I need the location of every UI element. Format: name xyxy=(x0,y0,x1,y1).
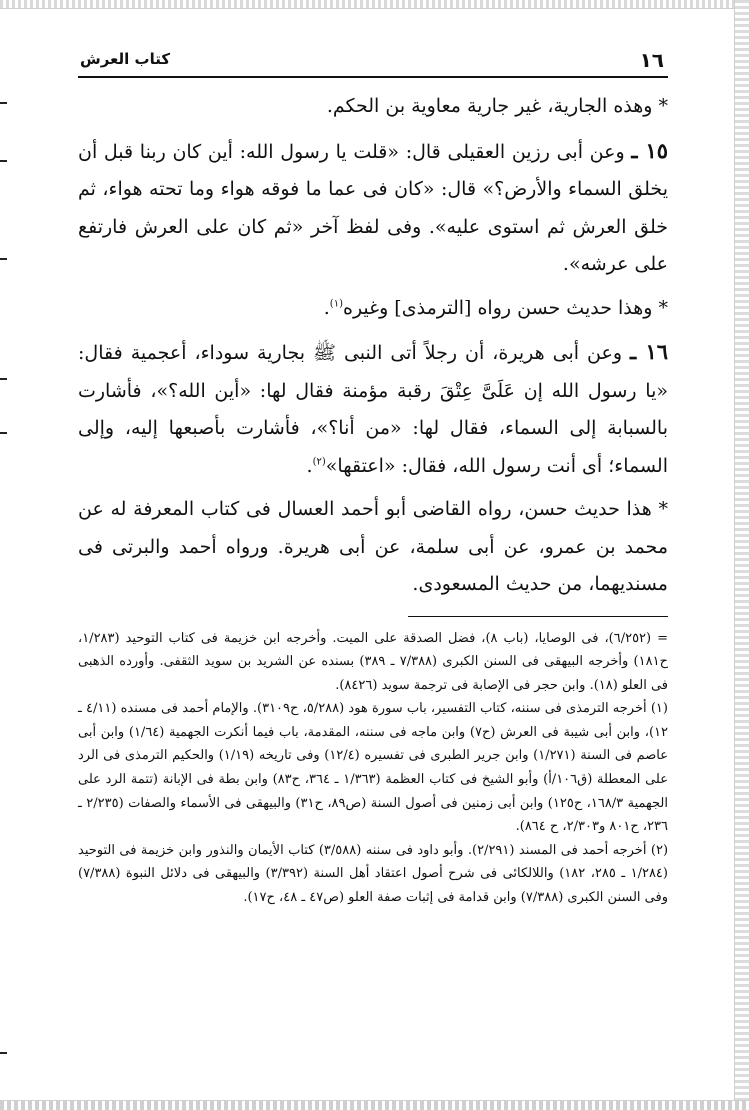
paragraph-text: * وهذه الجارية، غير جارية معاوية بن الحكم. xyxy=(326,95,668,117)
margin-tick xyxy=(0,102,7,104)
hadith-number: ١٥ ـ xyxy=(631,137,669,163)
book-title: كتاب العرش xyxy=(80,50,171,68)
paragraph-text: وعن أبى رزين العقيلى قال: «قلت يا رسول الله: أين كان ربنا قبل أن يخلق السماء والأرض؟» قال: «كان فى عما ما فوقه هواء وما تحته هواء، ثم خلق العرش ثم استوى عليه». وفى لفظ آخر «ثم كان على العرش فارتفع على عرشه». xyxy=(78,140,668,275)
margin-tick xyxy=(0,432,7,434)
page-number: ١٦ xyxy=(639,48,664,72)
hadith-number: ١٦ ـ xyxy=(630,339,669,364)
footnote-2: (٢) أخرجه أحمد فى المسند (٢/٢٩١). وأبو داود فى سننه (٣/٥٨٨) كتاب الأيمان والنذور وابن خزيمة فى التوحيد (١/٢٨٤ ـ ٢٨٥، ١٨٢) واللالكائى فى شرح أصول اعتقاد أهل السنة (٣/٣٩٢) والبيهقى فى دلائل النبوة (٧/٣٨٨) وفى السنن الكبرى (٧/٣٨٨) وابن قدامة فى إثبات صفة العلو (ص٤٧ ـ ٤٨، ح١٧). xyxy=(78,842,669,906)
paragraph xyxy=(78,88,668,126)
running-header xyxy=(78,44,668,78)
footnote-1: (١) أخرجه الترمذى فى سننه، كتاب التفسير، باب سورة هود (٥/٢٨٨، ح٣١٠٩). والإمام أحمد فى مسنده (٤/١١ ـ ١٢)، وابن أبى شيبة فى العرش (ح٧) وابن ماجه فى سننه، المقدمة، باب فيما أنكرت الجهمية (١/٦٤) وابن أبى عاصم فى السنة (١/٢٧١) وابن جرير الطبرى فى تفسيره (١٢/٤) وفى تاريخه (١/١٩) والحكيم الترمذى فى الرد على المعطلة (ق١٠٦/أ) وأبو الشيخ فى كتاب العظمة (١/٣٦٣ ـ ٣٦٤، ح٨٣) وابن بطة فى الإبانة (تتمة الرد على الجهمية ١٦٨/٣، ح١٢٥) وابن أبى زمنين فى أصول السنة (ص٨٩، ح٣١) والبيهقى فى الأسماء والصفات (٢/٢٣٥ ـ ٢٣٦، ح٨٠١ و٢/٣٠٣، ح ٨٦٤). xyxy=(78,701,668,835)
book-page xyxy=(78,44,668,1084)
footnote-separator xyxy=(408,616,668,617)
main-text xyxy=(78,88,668,604)
paragraph xyxy=(78,491,668,604)
margin-tick xyxy=(0,1052,7,1054)
margin-tick xyxy=(0,160,7,162)
hadith-15 xyxy=(78,132,668,284)
paragraph xyxy=(78,290,668,328)
page-edge-right xyxy=(734,0,749,1110)
hadith-16 xyxy=(78,333,668,485)
punctuation: . xyxy=(323,296,330,319)
footnotes xyxy=(78,627,668,910)
footnote-ref: (١) xyxy=(329,298,343,310)
footnote-continued: = (٦/٢٥٢)، فى الوصايا، (باب ٨)، فضل الصدقة على الميت. وأخرجه ابن خزيمة فى كتاب التوحيد (١/٢٨٣، ح١٨١) وأخرجه البيهقى فى السنن الكبرى (٧/٣٨٨ ـ ٣٨٩) بسنده عن الشريد بن سويد الثقفى. وأورده الذهبى فى العلو (١٨). وابن حجر فى الإصابة فى ترجمة سويد (٨٤٢٦). xyxy=(78,630,668,693)
punctuation: . xyxy=(306,454,313,477)
paragraph-text: وعن أبى هريرة، أن رجلاً أتى النبى ﷺ بجارية سوداء، أعجمية فقال: «يا رسول الله إن عَلَىَّ عِتْقَ رقبة مؤمنة فقال لها: «أين الله؟»، فأشارت بالسبابة إلى السماء، فقال لها: «من أنا؟»، فأشارت بأصبعها إليه، وإلى السماء؛ أى أنت رسول الله، فقال: «اعتقها» xyxy=(78,342,668,477)
margin-tick xyxy=(0,258,7,260)
page-edge-top xyxy=(0,0,749,9)
paragraph-text: * هذا حديث حسن، رواه القاضى أبو أحمد العسال فى كتاب المعرفة له عن محمد بن عمرو، عن أبى سلمة، عن أبى هريرة. ورواه أحمد والبرتى فى مسنديهما، من حديث المسعودى. xyxy=(78,498,668,595)
page-edge-bottom xyxy=(0,1100,749,1110)
margin-tick xyxy=(0,378,7,380)
footnote-ref: (٢) xyxy=(312,456,326,468)
paragraph-text: * وهذا حديث حسن رواه [الترمذى] وغيره xyxy=(342,296,668,319)
